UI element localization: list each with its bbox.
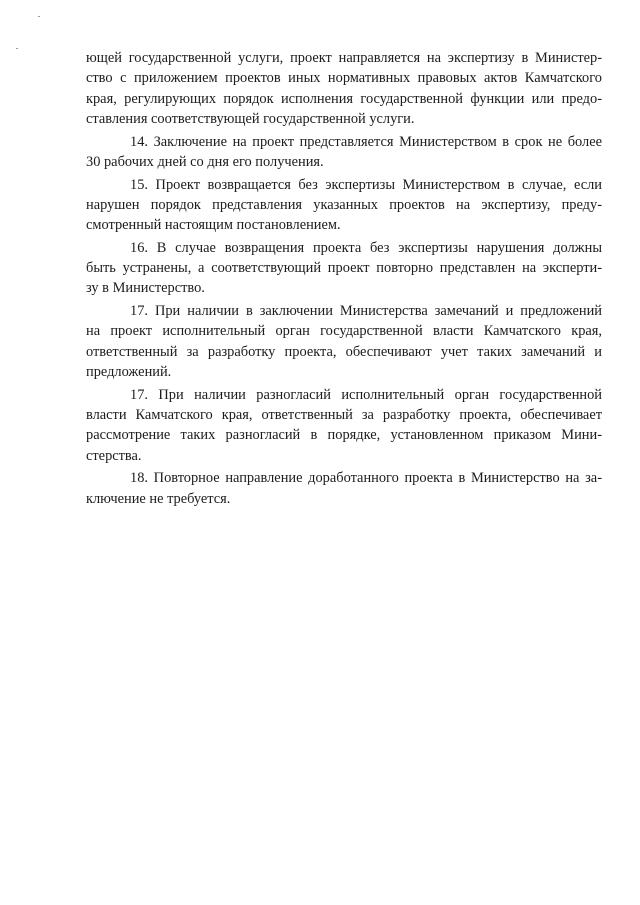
paragraph-line: предложений. [86, 364, 172, 381]
paragraph-line: 14. Заключение на проект представляется Министерством в срок не более [130, 133, 602, 150]
paragraph-line: ставления соответствующей государственной услуги. [86, 110, 415, 127]
scan-speck [38, 16, 40, 17]
paragraph-line: нарушен порядок представления указанных проектов на экспертизу, преду- [86, 196, 602, 213]
paragraph-line: ответственный за разработку проекта, обеспечивают учет таких замечаний и [86, 343, 602, 360]
paragraph-line: смотренный настоящим постановлением. [86, 217, 341, 234]
paragraph-line: 30 рабочих дней со дня его получения. [86, 153, 324, 170]
paragraph-line: на проект исполнительный орган государственной власти Камчатского края, [86, 323, 602, 340]
paragraph-continuation [86, 48, 602, 129]
paragraph-line: 17. При наличии разногласий исполнительный орган государственной [130, 386, 602, 403]
paragraph-line: рассмотрение таких разногласий в порядке, установленном приказом Мини- [86, 427, 602, 444]
paragraph-line: 16. В случае возвращения проекта без экспертизы нарушения должны [130, 239, 602, 256]
paragraph-item-17b [86, 385, 602, 466]
paragraph-line: 17. При наличии в заключении Министерства замечаний и предложений [130, 303, 602, 320]
paragraph-line: стерства. [86, 447, 142, 464]
paragraph-item-16 [86, 238, 602, 299]
paragraph-line: власти Камчатского края, ответственный за разработку проекта, обеспечивает [86, 407, 602, 423]
paragraph-item-14 [86, 132, 602, 173]
paragraph-line: зу в Министерство. [86, 280, 205, 297]
paragraph-item-15 [86, 175, 602, 236]
paragraph-line: быть устранены, а соответствующий проект повторно представлен на эксперти- [86, 260, 602, 277]
paragraph-line: ющей государственной услуги, проект направляется на экспертизу в Министер- [86, 50, 602, 66]
paragraph-line: ключение не требуется. [86, 490, 231, 507]
paragraph-line: края, регулирующих порядок исполнения государственной функции или предо- [86, 90, 602, 107]
scan-speck [16, 48, 18, 49]
paragraph-line: 18. Повторное направление доработанного проекта в Министерство на за- [130, 470, 602, 487]
paragraph-line: 15. Проект возвращается без экспертизы Министерством в случае, если [130, 176, 602, 193]
paragraph-item-18 [86, 468, 602, 509]
paragraph-item-17a [86, 301, 602, 382]
paragraph-line: ство с приложением проектов иных нормативных правовых актов Камчатского [86, 70, 602, 87]
document-body [86, 48, 602, 511]
